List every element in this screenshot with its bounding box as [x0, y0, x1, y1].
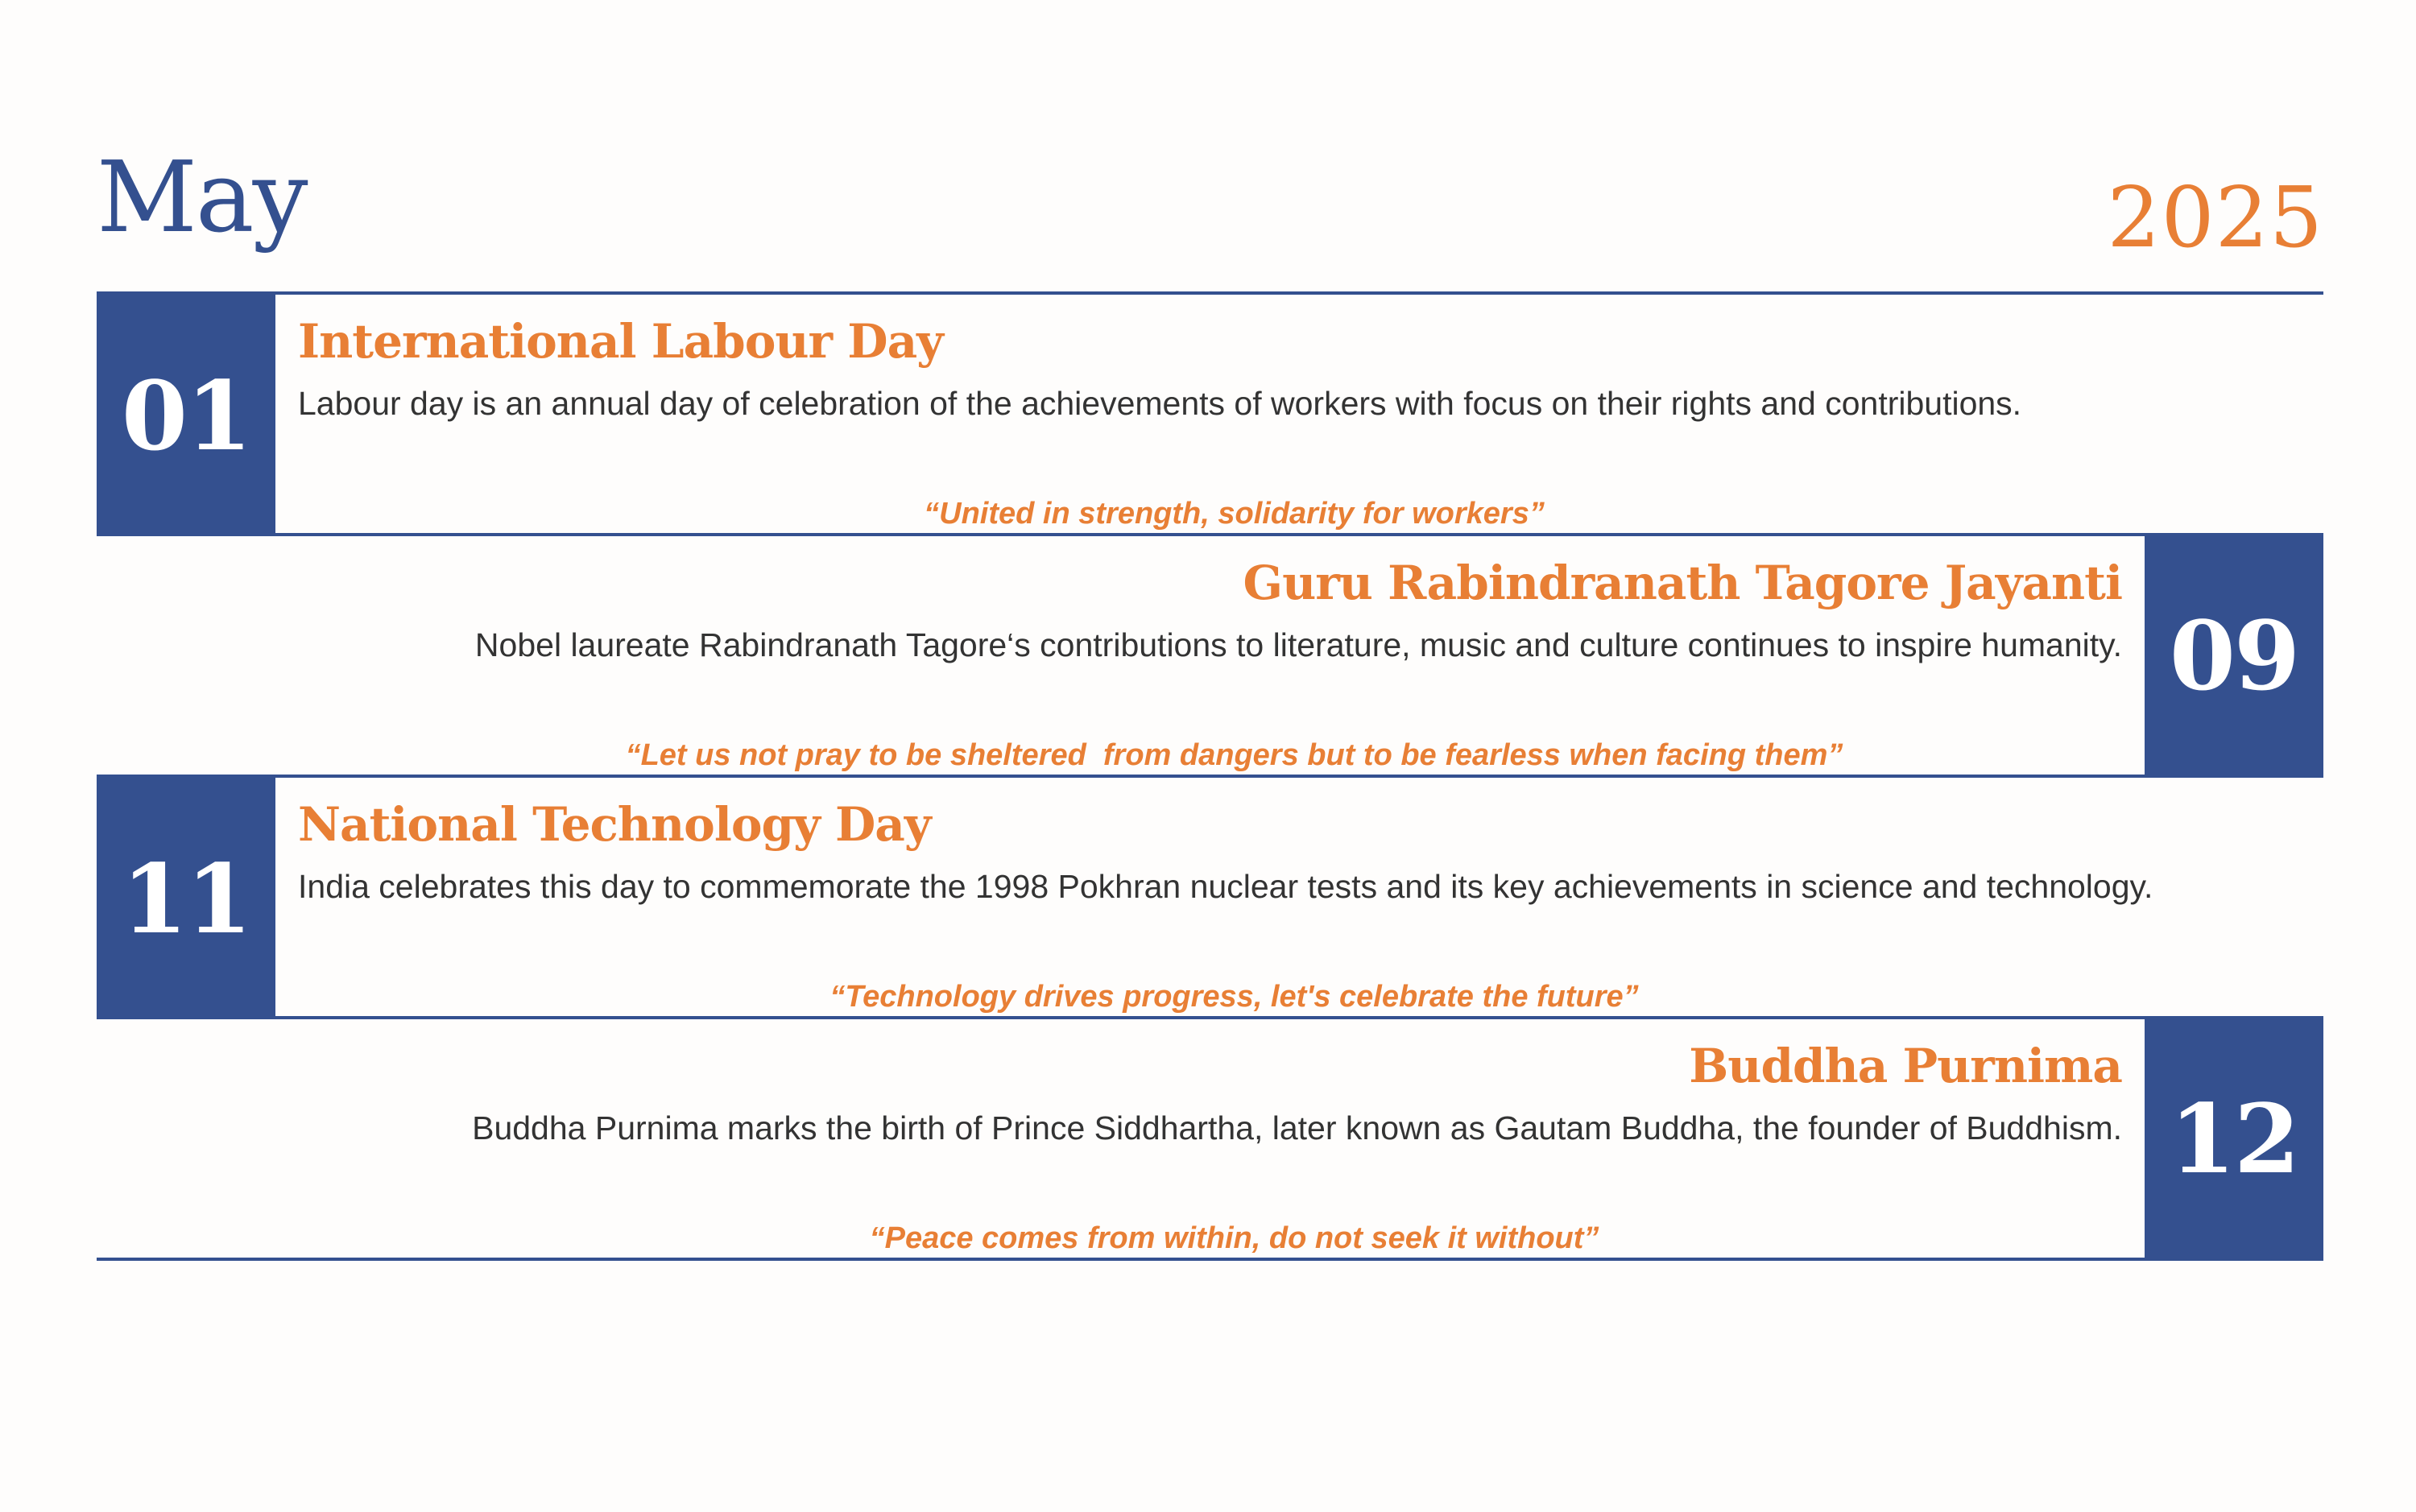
event-description: Labour day is an annual day of celebration of the achievements of workers with focus on their rights and contributions. [298, 385, 2022, 422]
event-date-box: 09 [2145, 533, 2323, 778]
event-row-labour-day [97, 295, 2323, 536]
event-title: International Labour Day [298, 314, 943, 369]
event-title: Buddha Purnima [1689, 1039, 2122, 1093]
event-quote: “Peace comes from within, do not seek it without” [869, 1221, 1599, 1255]
month-title: May [97, 140, 307, 254]
event-description: Nobel laureate Rabindranath Tagore‘s contributions to literature, music and culture continues to inspire humanity. [474, 626, 2122, 663]
event-description: Buddha Purnima marks the birth of Prince Siddhartha, later known as Gautam Buddha, the founder of Buddhism. [472, 1109, 2122, 1146]
event-quote: “Let us not pray to be sheltered from dangers but to be fearless when facing them” [625, 738, 1843, 772]
event-quote: “Technology drives progress, let's celebrate the future” [829, 980, 1639, 1014]
event-date-box: 01 [97, 295, 275, 536]
event-date-box: 11 [97, 778, 275, 1019]
event-quote: “United in strength, solidarity for workers” [924, 497, 1545, 531]
event-title: National Technology Day [298, 797, 931, 852]
event-description: India celebrates this day to commemorate the 1998 Pokhran nuclear tests and its key achievements in science and technology. [298, 868, 2153, 905]
event-row-tagore-jayanti [97, 536, 2323, 778]
year-title: 2025 [2107, 168, 2323, 266]
event-row-technology-day [97, 778, 2323, 1019]
event-row-buddha-purnima [97, 1019, 2323, 1261]
event-title: Guru Rabindranath Tagore Jayanti [1243, 556, 2122, 610]
event-date-box: 12 [2145, 1016, 2323, 1261]
